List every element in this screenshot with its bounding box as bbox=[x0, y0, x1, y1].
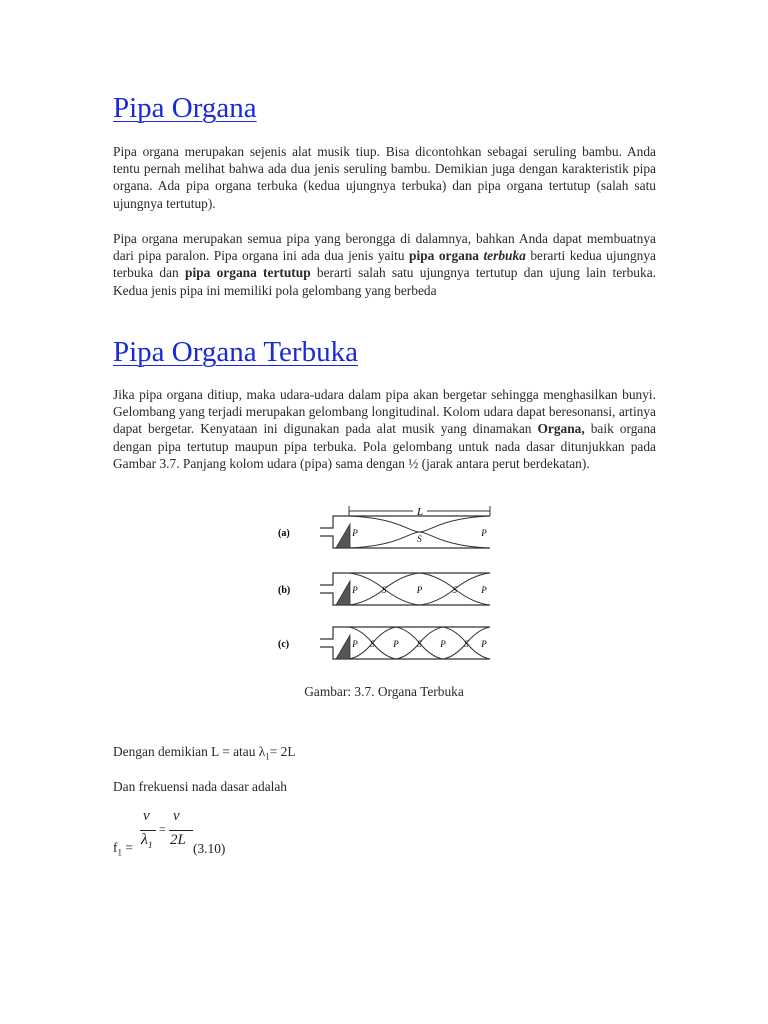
text-run: berarti kedua ujungnya terbuka dan bbox=[113, 248, 656, 281]
antinode-label: P bbox=[481, 639, 487, 649]
standing-wave-diagram bbox=[270, 503, 510, 668]
section-title-pipa-organa: Pipa Organa bbox=[113, 92, 257, 124]
antinode-label: P bbox=[481, 528, 487, 538]
text-run: Jika pipa organa ditiup, maka udara-udara dalam pipa akan bergetar sehingga menghasilkan bunyi. Gelombang yang terjadi merupakan gelombang longitudinal. Kolom udara dapat beresonansi, artinya dapat bergetar. Kenyataan ini digunakan pada alat musik yang dinamakan bbox=[113, 387, 656, 437]
formula-ref: (3.10) bbox=[193, 841, 226, 856]
row-label: (c) bbox=[278, 639, 290, 650]
pipe-reed bbox=[336, 635, 350, 659]
length-label: L bbox=[416, 506, 424, 518]
frequency-intro-line: Dan frekuensi nada dasar adalah bbox=[113, 779, 287, 794]
formula-f-sub: 1 bbox=[117, 847, 122, 858]
pipe-reed bbox=[336, 581, 350, 605]
fraction-bar-2 bbox=[169, 830, 193, 831]
figure-caption: Gambar: 3.7. Organa Terbuka bbox=[304, 684, 464, 699]
formula-den-2: 2L bbox=[170, 832, 186, 848]
node-label: S bbox=[452, 585, 457, 595]
relation-text-end: = 2L bbox=[269, 744, 296, 759]
section-title-pipa-organa-terbuka: Pipa Organa Terbuka bbox=[113, 336, 358, 368]
pipe-reed bbox=[336, 524, 350, 548]
formula-equals: = bbox=[121, 840, 133, 855]
formula-den-1-text: λ bbox=[141, 831, 148, 848]
row-label: (b) bbox=[278, 585, 291, 596]
relation-line bbox=[113, 744, 296, 762]
antinode-label: P bbox=[481, 585, 487, 595]
text-run: pipa organa tertutup bbox=[185, 265, 311, 281]
paragraph-types bbox=[113, 230, 656, 299]
frequency-formula bbox=[113, 808, 313, 868]
antinode-label: P bbox=[352, 585, 358, 595]
row-label: (a) bbox=[278, 528, 290, 539]
open-pipe-figure bbox=[270, 503, 510, 668]
paragraph-open-pipe bbox=[113, 386, 656, 472]
formula-den-1 bbox=[141, 831, 152, 850]
antinode-label: P bbox=[440, 639, 446, 649]
formula-lhs bbox=[113, 840, 133, 858]
paragraph-intro bbox=[113, 143, 656, 212]
text-run: Pipa organa merupakan sejenis alat musik tiup. Bisa dicontohkan sebagai seruling bambu. Anda tentu pernah melihat bahwa ada dua jenis seruling bambu. Demikian juga dengan karakteristik pipa organa. Ada pipa organa terbuka (kedua ujungnya terbuka) dan pipa organa tertutup (salah satu ujungnya tertutup). bbox=[113, 144, 656, 211]
formula-num-2: v bbox=[173, 808, 180, 824]
node-label: S bbox=[370, 639, 375, 649]
formula-num-1: v bbox=[143, 808, 150, 824]
node-label: S bbox=[417, 534, 422, 544]
node-label: S bbox=[382, 585, 387, 595]
antinode-label: P bbox=[416, 585, 423, 595]
formula-den-1-sub: 1 bbox=[147, 840, 153, 851]
text-run: baik organa dengan pipa tertutup maupun pipa terbuka. Pola gelombang untuk nada dasar ditunjukkan pada Gambar 3.7. Panjang kolom udara (pipa) sama dengan ½ (jarak antara perut berdekatan). bbox=[113, 421, 656, 471]
antinode-label: P bbox=[393, 639, 399, 649]
text-run: pipa organa bbox=[409, 248, 484, 264]
formula-mid-equals: = bbox=[159, 822, 166, 836]
antinode-label: P bbox=[352, 639, 358, 649]
text-run: terbuka bbox=[483, 248, 526, 264]
text-run: Pipa organa merupakan semua pipa yang berongga di dalamnya, bahkan Anda dapat membuatnya dari pipa paralon. Pipa organa ini ada dua jenis yaitu bbox=[113, 231, 656, 264]
relation-subscript: 1 bbox=[265, 751, 270, 762]
node-label: S bbox=[464, 639, 469, 649]
text-run: Organa, bbox=[537, 421, 585, 437]
text-run: berarti salah satu ujungnya tertutup dan ujung lain terbuka. Kedua jenis pipa ini memiliki pola gelombang yang berbeda bbox=[113, 265, 656, 298]
relation-text: Dengan demikian L = atau λ bbox=[113, 744, 266, 759]
antinode-label: P bbox=[352, 528, 358, 538]
formula-f: f bbox=[113, 840, 118, 855]
node-label: S bbox=[417, 639, 422, 649]
